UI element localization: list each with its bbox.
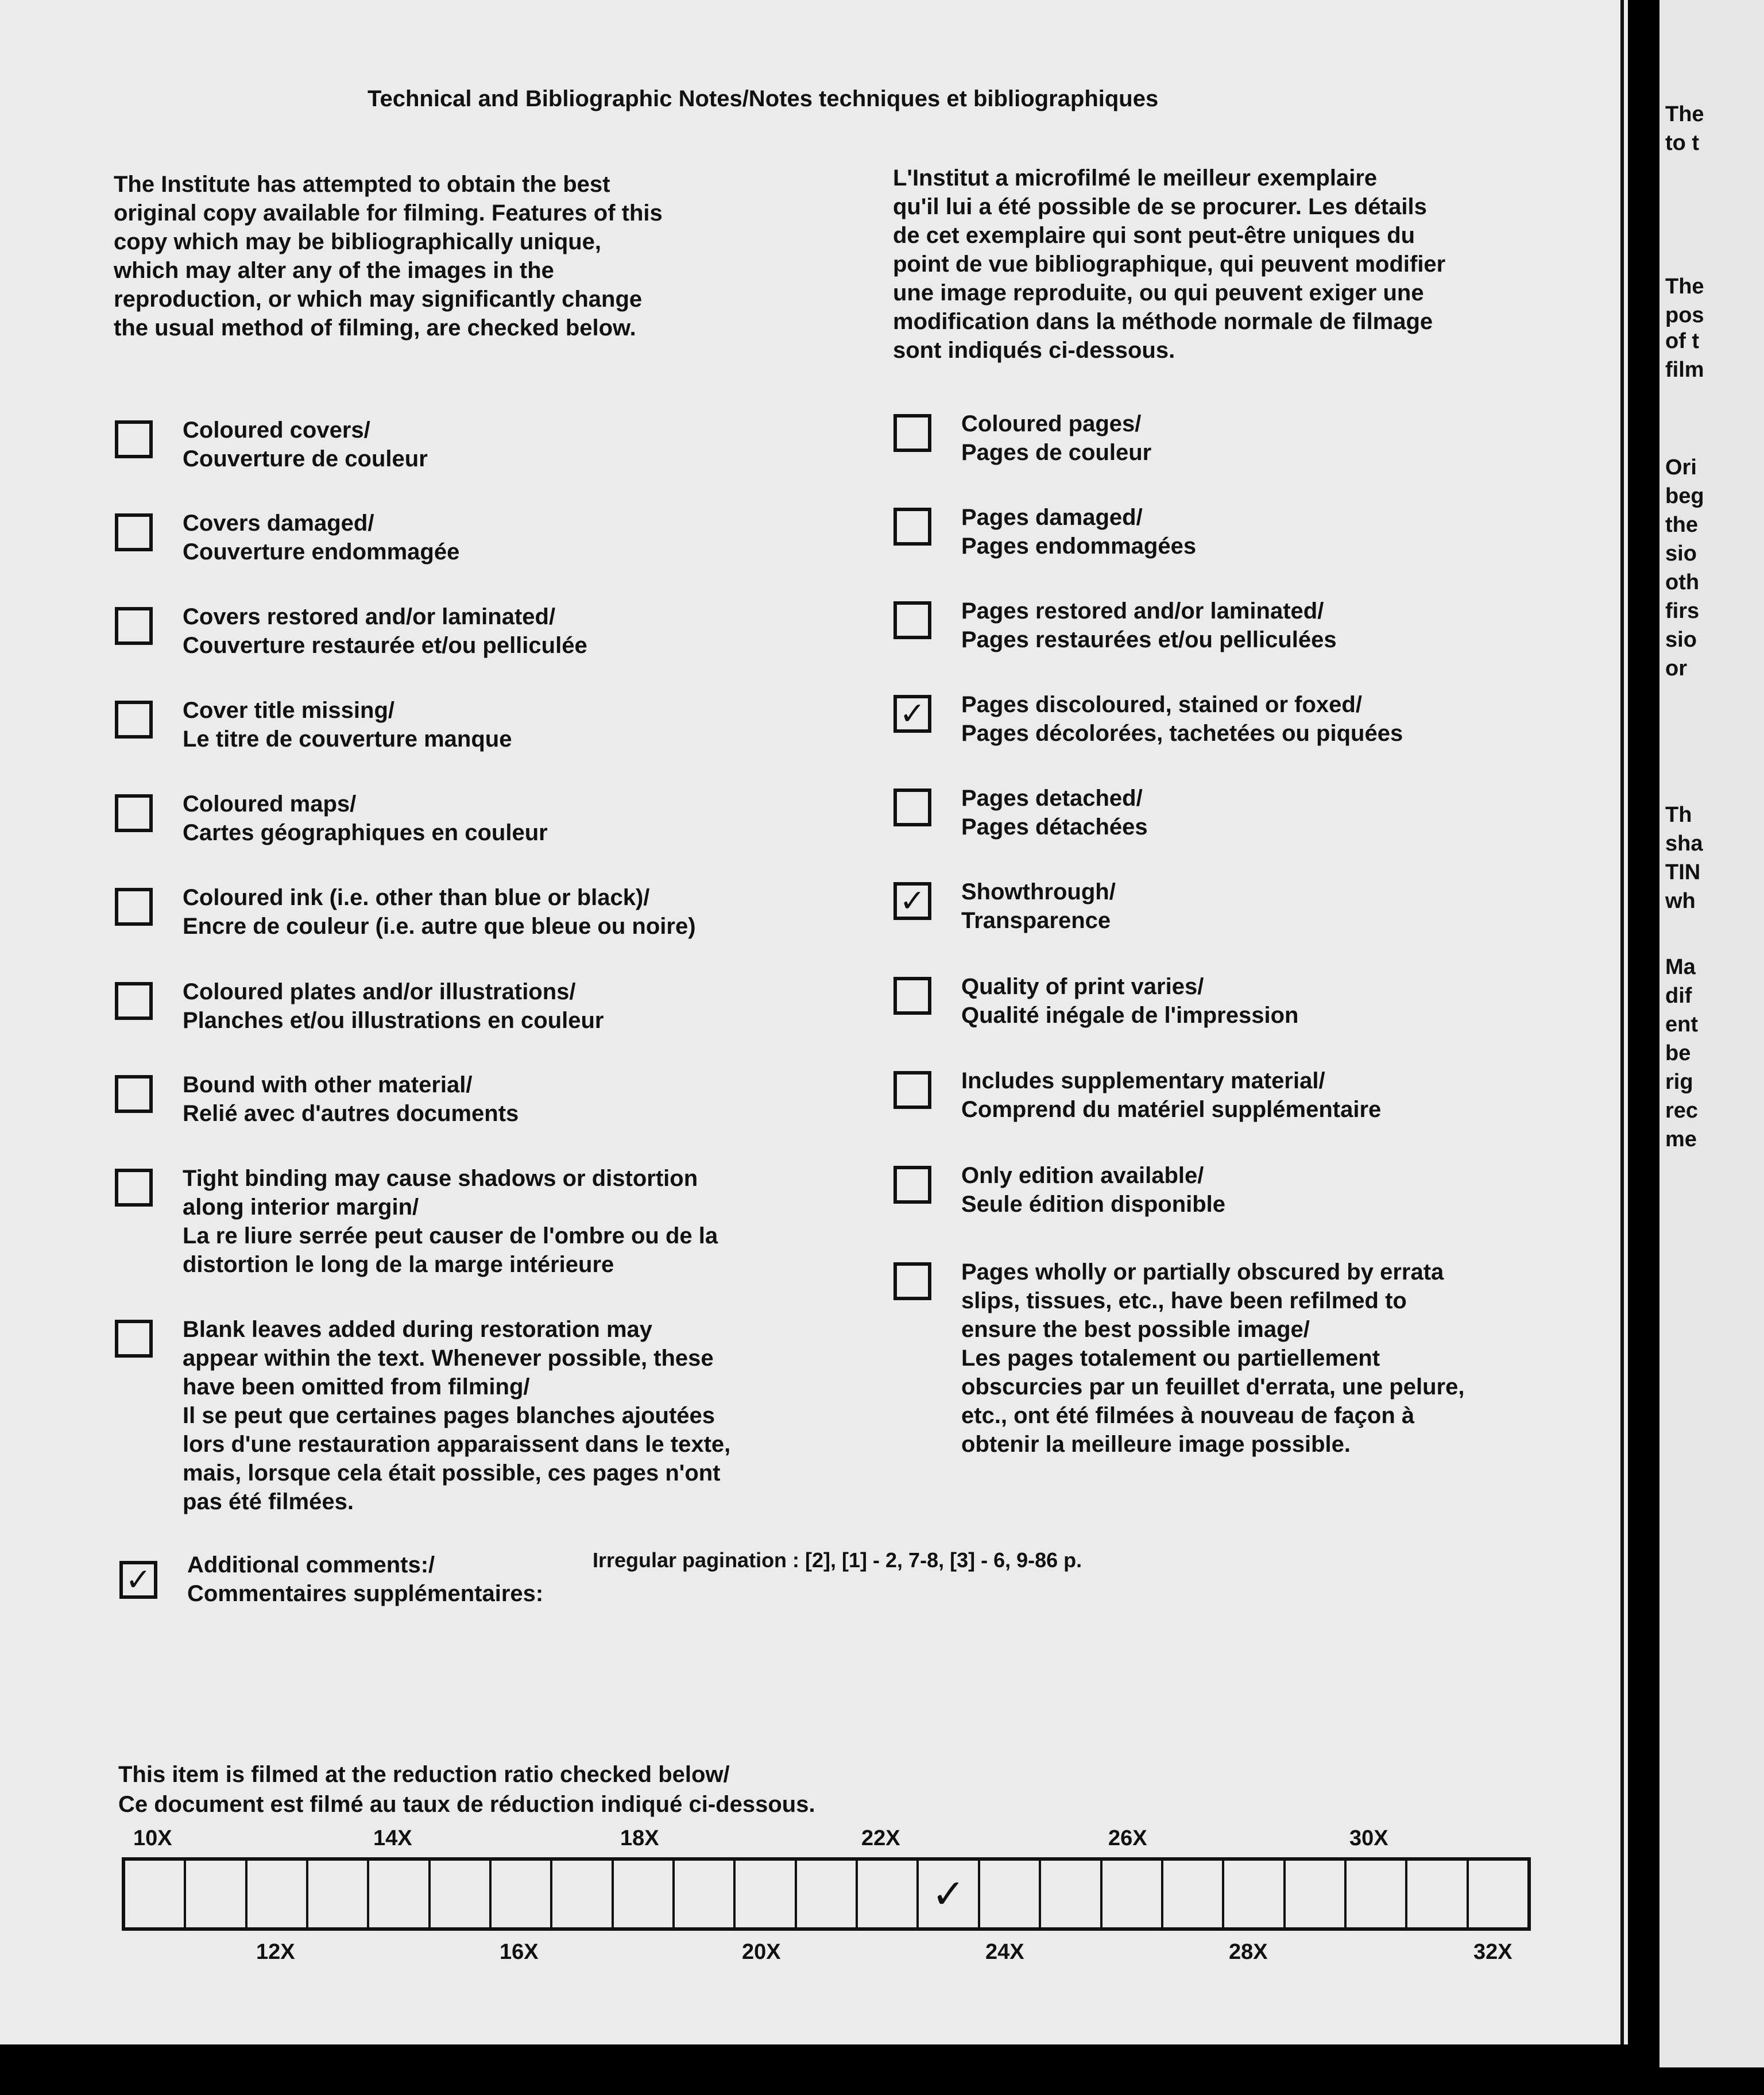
intro-line: The Institute has attempted to obtain the best: [114, 172, 610, 197]
left-item-checkbox[interactable]: [115, 607, 153, 645]
ratio-cell[interactable]: [552, 1861, 613, 1927]
left-item-label: [183, 977, 604, 1035]
fragment-line: The: [1665, 275, 1704, 299]
fragment-line: beg: [1665, 484, 1704, 508]
ratio-cell[interactable]: [1224, 1861, 1285, 1927]
reduction-ratio-title: [118, 1760, 815, 1819]
fragment-line: me: [1665, 1127, 1697, 1151]
item-line: Pages detached/: [961, 786, 1143, 811]
item-line: Transparence: [961, 908, 1111, 933]
ratio-cell[interactable]: [858, 1861, 919, 1927]
item-line: Pages restaurées et/ou pelliculées: [961, 627, 1337, 652]
fragment-line: to t: [1665, 131, 1700, 155]
ratio-cell[interactable]: [186, 1861, 247, 1927]
right-item-checkbox[interactable]: [893, 977, 931, 1015]
left-item-label: [183, 509, 459, 566]
right-item-checkbox[interactable]: [893, 882, 931, 920]
item-line: obtenir la meilleure image possible.: [961, 1432, 1351, 1457]
left-item-label: [183, 1070, 519, 1128]
left-item-label: [183, 1164, 718, 1279]
fragment-line: rig: [1665, 1070, 1693, 1094]
item-line: Showthrough/: [961, 879, 1116, 905]
ratio-label: 14X: [373, 1826, 412, 1850]
ratio-cell[interactable]: [614, 1861, 675, 1927]
right-item-label: [961, 878, 1116, 935]
ratio-cell[interactable]: [431, 1861, 492, 1927]
fragment-line: The: [1665, 102, 1704, 126]
right-item-checkbox[interactable]: [893, 1262, 931, 1300]
item-line: Seule édition disponible: [961, 1192, 1226, 1217]
item-line: Couverture restaurée et/ou pelliculée: [183, 633, 587, 658]
ratio-cell[interactable]: [675, 1861, 736, 1927]
fragment-line: Ma: [1665, 955, 1696, 979]
ratio-label: 32X: [1473, 1940, 1512, 1964]
item-line: Pages damaged/: [961, 505, 1143, 530]
item-line: ensure the best possible image/: [961, 1317, 1310, 1342]
ratio-label: 16X: [500, 1940, 539, 1964]
fragment-line: Th: [1665, 803, 1692, 827]
fragment-line: ent: [1665, 1012, 1698, 1037]
right-item-checkbox[interactable]: [893, 601, 931, 639]
left-item-label: [183, 602, 587, 660]
ratio-cell[interactable]: [369, 1861, 430, 1927]
check-mark-icon: ✓: [125, 1563, 152, 1597]
left-item-checkbox[interactable]: [115, 513, 153, 551]
additional-comment-text: Irregular pagination : [2], [1] - 2, 7-8, [3] - 6, 9-86 p.: [593, 1548, 1082, 1572]
item-line: have been omitted from filming/: [183, 1374, 530, 1400]
item-line: Commentaires supplémentaires:: [187, 1581, 544, 1606]
ratio-label: 26X: [1108, 1826, 1147, 1850]
fragment-line: TIN: [1665, 860, 1701, 884]
item-line: etc., ont été filmées à nouveau de façon à: [961, 1403, 1415, 1428]
ratio-cell[interactable]: [1347, 1861, 1407, 1927]
fragment-line: pos: [1665, 303, 1704, 327]
left-item-label: [183, 696, 512, 753]
left-item-checkbox[interactable]: [115, 1075, 153, 1113]
right-item-checkbox[interactable]: [893, 414, 931, 452]
ratio-cell[interactable]: [1407, 1861, 1468, 1927]
ratio-label: 12X: [256, 1940, 295, 1964]
item-line: Tight binding may cause shadows or distortion: [183, 1166, 698, 1191]
left-item-checkbox[interactable]: [115, 794, 153, 832]
item-line: Additional comments:/: [187, 1552, 435, 1578]
ratio-cell[interactable]: [492, 1861, 552, 1927]
item-line: along interior margin/: [183, 1195, 419, 1220]
check-mark-icon: ✓: [931, 1872, 965, 1916]
fragment-line: sio: [1665, 628, 1697, 652]
left-item-checkbox[interactable]: [115, 1320, 153, 1358]
fragment-line: or: [1665, 656, 1687, 681]
item-line: Pages discoloured, stained or foxed/: [961, 692, 1362, 717]
item-line: Coloured maps/: [183, 791, 357, 817]
ratio-cell[interactable]: [247, 1861, 308, 1927]
item-line: Covers restored and/or laminated/: [183, 604, 556, 629]
right-item-label: [961, 1161, 1225, 1219]
ratio-label: 20X: [742, 1940, 781, 1964]
fragment-line: sio: [1665, 542, 1697, 566]
item-line: Comprend du matériel supplémentaire: [961, 1097, 1382, 1122]
left-item-label: [183, 416, 428, 473]
adjacent-page: [1659, 0, 1764, 2067]
intro-line: qu'il lui a été possible de se procurer. Les détails: [893, 194, 1427, 219]
item-line: Only edition available/: [961, 1163, 1204, 1188]
intro-french: [893, 164, 1445, 365]
intro-line: point de vue bibliographique, qui peuvent modifier: [893, 252, 1446, 277]
left-item-checkbox[interactable]: [115, 420, 153, 458]
fragment-line: film: [1665, 358, 1704, 382]
check-mark-icon: ✓: [899, 884, 926, 918]
item-line: Coloured ink (i.e. other than blue or black)/: [183, 885, 650, 910]
item-line: lors d'une restauration apparaissent dans le texte,: [183, 1432, 731, 1457]
page-title: Technical and Bibliographic Notes/Notes techniques et bibliographiques: [368, 86, 1159, 111]
item-line: Pages détachées: [961, 814, 1148, 840]
ratio-cell[interactable]: [1163, 1861, 1224, 1927]
item-line: Includes supplementary material/: [961, 1068, 1325, 1093]
intro-line: which may alter any of the images in the: [114, 258, 554, 283]
intro-english: [114, 170, 663, 342]
left-item-checkbox[interactable]: [115, 1169, 153, 1207]
right-item-checkbox[interactable]: [893, 1071, 931, 1109]
left-item-label: [183, 883, 696, 941]
item-line: Encre de couleur (i.e. autre que bleue ou noire): [183, 914, 696, 939]
ratio-label: 18X: [620, 1826, 659, 1850]
right-item-label: [961, 597, 1337, 654]
fragment-line: dif: [1665, 984, 1692, 1008]
ratio-cell[interactable]: [308, 1861, 369, 1927]
intro-line: the usual method of filming, are checked below.: [114, 315, 636, 341]
right-item-label: [961, 503, 1196, 561]
item-line: Coloured covers/: [183, 418, 370, 443]
ratio-cell[interactable]: [797, 1861, 858, 1927]
ratio-cell[interactable]: [1041, 1861, 1102, 1927]
item-line: Pages de couleur: [961, 440, 1152, 465]
additional-comments-label: [187, 1551, 543, 1608]
item-line: Bound with other material/: [183, 1072, 473, 1097]
fragment-line: the: [1665, 513, 1698, 537]
ratio-label: 28X: [1229, 1940, 1268, 1964]
intro-line: modification dans la méthode normale de filmage: [893, 309, 1433, 334]
ratio-cell[interactable]: [1469, 1861, 1527, 1927]
right-item-checkbox[interactable]: [893, 508, 931, 546]
item-line: Couverture endommagée: [183, 539, 460, 565]
item-line: Les pages totalement ou partiellement: [961, 1346, 1380, 1371]
item-line: Coloured pages/: [961, 411, 1142, 436]
item-line: Pages décolorées, tachetées ou piquées: [961, 721, 1403, 746]
check-mark-icon: ✓: [899, 697, 926, 731]
ratio-cell[interactable]: [1286, 1861, 1347, 1927]
fragment-line: firs: [1665, 599, 1700, 623]
left-item-checkbox[interactable]: [115, 701, 153, 739]
left-item-label: [183, 1315, 730, 1516]
ratio-label: 22X: [861, 1826, 900, 1850]
reduction-ratio-strip: [122, 1857, 1531, 1931]
ratio-cell[interactable]: [919, 1861, 980, 1927]
ratio-cell[interactable]: [125, 1861, 186, 1927]
additional-comments-checkbox[interactable]: [119, 1561, 157, 1599]
right-item-label: [961, 409, 1151, 467]
left-item-checkbox[interactable]: [115, 982, 153, 1020]
right-item-label: [961, 1066, 1381, 1124]
item-line: Couverture de couleur: [183, 446, 428, 471]
fragment-line: oth: [1665, 570, 1700, 594]
ratio-label: 30X: [1349, 1826, 1388, 1850]
item-line: Pages wholly or partially obscured by errata: [961, 1259, 1444, 1285]
item-line: La re liure serrée peut causer de l'ombre ou de la: [183, 1223, 718, 1249]
reduction-line: This item is filmed at the reduction ratio checked below/: [118, 1762, 730, 1787]
item-line: Covers damaged/: [183, 511, 374, 536]
intro-line: sont indiqués ci-dessous.: [893, 338, 1175, 363]
ratio-cell[interactable]: [1102, 1861, 1163, 1927]
item-line: pas été filmées.: [183, 1489, 354, 1514]
intro-line: original copy available for filming. Features of this: [114, 200, 663, 226]
item-line: distortion le long de la marge intérieure: [183, 1252, 614, 1277]
fragment-line: be: [1665, 1041, 1691, 1065]
item-line: mais, lorsque cela était possible, ces pages n'ont: [183, 1460, 721, 1486]
fragment-line: sha: [1665, 832, 1703, 856]
intro-line: une image reproduite, ou qui peuvent exiger une: [893, 280, 1424, 306]
right-item-checkbox[interactable]: [893, 1166, 931, 1204]
right-item-label: [961, 784, 1148, 841]
item-line: Cover title missing/: [183, 698, 394, 723]
item-line: Planches et/ou illustrations en couleur: [183, 1008, 604, 1033]
left-item-label: [183, 790, 548, 847]
item-line: slips, tissues, etc., have been refilmed to: [961, 1288, 1407, 1313]
right-item-label: [961, 972, 1298, 1030]
fragment-line: of t: [1665, 329, 1700, 353]
item-line: Pages endommagées: [961, 534, 1197, 559]
item-line: Il se peut que certaines pages blanches ajoutées: [183, 1403, 715, 1428]
item-line: appear within the text. Whenever possible, these: [183, 1346, 714, 1371]
intro-line: L'Institut a microfilmé le meilleur exemplaire: [893, 165, 1378, 191]
ratio-cell[interactable]: [736, 1861, 796, 1927]
fragment-line: Ori: [1665, 455, 1697, 480]
item-line: Cartes géographiques en couleur: [183, 820, 548, 845]
intro-line: de cet exemplaire qui sont peut-être uniques du: [893, 223, 1415, 248]
fragment-line: rec: [1665, 1099, 1699, 1123]
right-item-checkbox[interactable]: [893, 788, 931, 826]
ratio-cell[interactable]: [980, 1861, 1041, 1927]
item-line: Coloured plates and/or illustrations/: [183, 979, 576, 1004]
right-item-label: [961, 690, 1403, 748]
page-divider: [1620, 0, 1624, 2044]
item-line: Le titre de couverture manque: [183, 726, 512, 752]
item-line: Qualité inégale de l'impression: [961, 1003, 1299, 1028]
item-line: Pages restored and/or laminated/: [961, 598, 1324, 624]
item-line: Relié avec d'autres documents: [183, 1101, 519, 1126]
reduction-line: Ce document est filmé au taux de réduction indiqué ci-dessous.: [118, 1792, 815, 1817]
item-line: Blank leaves added during restoration may: [183, 1317, 653, 1342]
right-item-checkbox[interactable]: [893, 695, 931, 733]
ratio-label: 24X: [985, 1940, 1024, 1964]
left-item-checkbox[interactable]: [115, 888, 153, 926]
fragment-line: wh: [1665, 889, 1696, 913]
intro-line: copy which may be bibliographically unique,: [114, 229, 602, 254]
item-line: Quality of print varies/: [961, 974, 1204, 999]
intro-line: reproduction, or which may significantly change: [114, 287, 643, 312]
item-line: obscurcies par un feuillet d'errata, une pelure,: [961, 1374, 1465, 1400]
right-item-label: [961, 1258, 1464, 1459]
ratio-label: 10X: [133, 1826, 172, 1850]
